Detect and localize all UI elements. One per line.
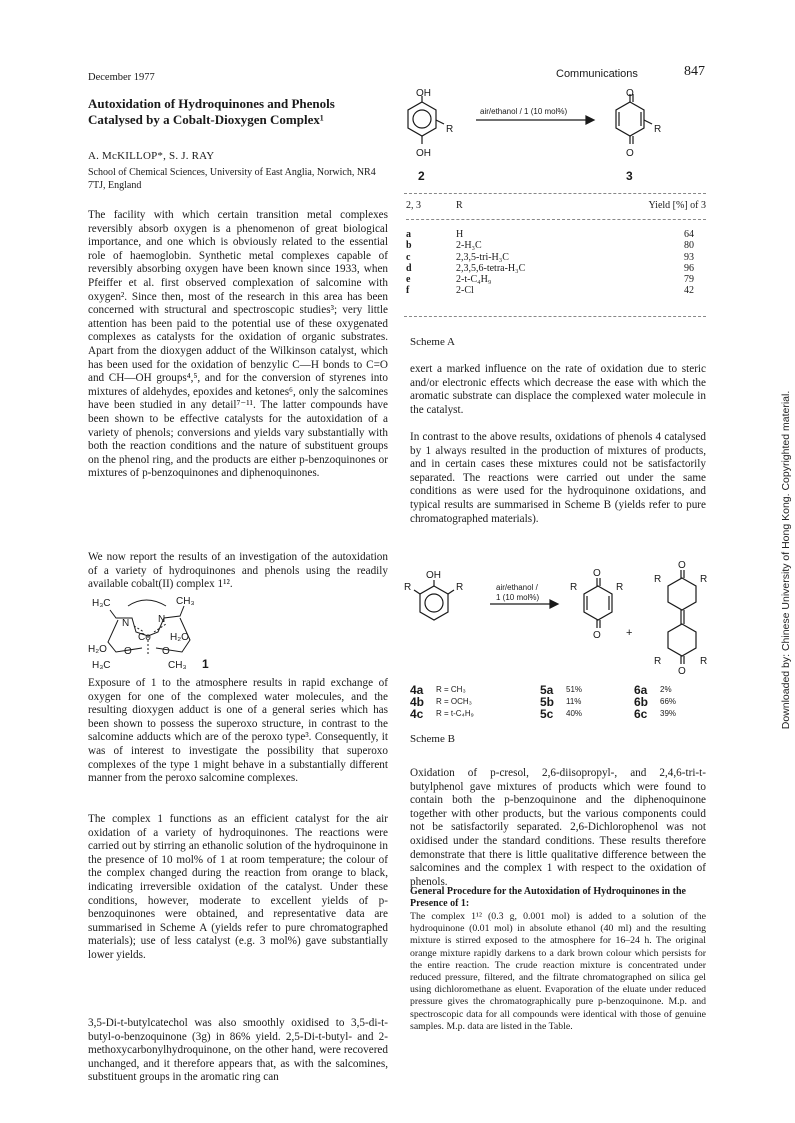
- complex-number: 1: [202, 657, 209, 671]
- complex-label-h3c-top: H₃C: [92, 598, 111, 609]
- scheme-b-5a-yield: 51%: [566, 685, 583, 694]
- complex-label-h2o-left: H₂O: [88, 644, 107, 655]
- scheme-a-header-yield: Yield [%] of 3: [648, 200, 706, 211]
- table-row: [406, 263, 706, 274]
- scheme-a-reactant-oh-top: OH: [416, 88, 431, 99]
- section-name: Communications: [556, 68, 638, 80]
- scheme-a-reactant-oh-bottom: OH: [416, 148, 431, 159]
- scheme-b-4c-r: R = t-C₄H₉: [436, 709, 474, 718]
- scheme-a-row-e-id: e: [406, 274, 411, 286]
- list-item: [410, 708, 710, 720]
- scheme-a-row-d-r: 2,3,5,6-tetra-H₃C: [456, 262, 526, 274]
- scheme-b-6b-yield: 66%: [660, 697, 677, 706]
- scheme-b-dipheno-ring-bottom: [668, 624, 696, 656]
- scheme-b-5b: 5b: [540, 695, 555, 709]
- scheme-a-reactant-number: 2: [418, 169, 425, 183]
- scheme-b-5c-yield: 40%: [566, 709, 583, 718]
- scheme-b-4c: 4c: [410, 707, 424, 721]
- scheme-b-dipheno-ring-top: [668, 578, 696, 610]
- scheme-a-table-rule-top: [404, 193, 706, 194]
- complex-label-ch3-top: CH₃: [176, 596, 195, 607]
- complex-label-o2: O: [162, 646, 170, 657]
- scheme-a-product-ring: [616, 102, 644, 136]
- scheme-a-reactant-ring: [408, 102, 436, 136]
- scheme-a-row-f-id: f: [406, 285, 410, 297]
- right-para-2: In contrast to the above results, oxidations of phenols 4 catalysed by 1 always resulted in the production of mixtures of products, and in certain cases these mixtures could not be satisfactorily separated. The reactions were carried out under the same conditions as were used for the hydroquinone oxidations, and typical results are summarised in Scheme B (yields refer to pure chromatographed materials).: [410, 431, 706, 525]
- complex-label-o1: O: [124, 646, 132, 657]
- scheme-a-reactant-r: R: [446, 124, 454, 135]
- scheme-b-phenol-r2-bond: [448, 590, 454, 594]
- article-title: Autoxidation of Hydroquinones and Phenols Catalysed by a Cobalt-Dioxygen Complex¹: [88, 96, 335, 127]
- download-notice: Downloaded by: Chinese University of Hong Kong. Copyrighted material.: [780, 390, 792, 730]
- scheme-b-arrow-label-1: air/ethanol /: [496, 583, 538, 592]
- scheme-a-row-e-yield: 79: [684, 274, 694, 286]
- table-row: [406, 274, 706, 285]
- scheme-a-table: [406, 200, 706, 296]
- scheme-a-row-e-r: 2-t-C₄H₉: [456, 274, 492, 286]
- scheme-b-dipheno-r1: R: [654, 574, 662, 585]
- scheme-a-reaction: [396, 88, 708, 184]
- complex-label-h2o-right: H₂O: [170, 632, 189, 643]
- scheme-b-quinone-r1: R: [570, 582, 578, 593]
- scheme-b-4b: 4b: [410, 695, 425, 709]
- scheme-b-dipheno-r2: R: [700, 574, 708, 585]
- scheme-a-product-r-bond: [644, 120, 652, 124]
- scheme-b-dipheno-r4: R: [700, 656, 708, 667]
- scheme-b-6b: 6b: [634, 695, 649, 709]
- scheme-a-row-d-id: d: [406, 262, 412, 274]
- scheme-a-row-d-yield: 96: [684, 262, 694, 274]
- scheme-b-entries: [410, 684, 710, 720]
- table-row: [406, 285, 706, 296]
- scheme-a-table-rule-bottom: [404, 316, 706, 317]
- scheme-a-table-header: [406, 200, 706, 211]
- scheme-a-product-o-bottom: O: [626, 148, 634, 159]
- right-para-1: exert a marked influence on the rate of oxidation due to steric and/or electronic effects which decrease the ease with which the aromatic substrate can displace the complexed water molecule in the catalyst.: [410, 363, 706, 416]
- right-para-3: Oxidation of p-cresol, 2,6-diisopropyl-, and 2,4,6-tri-t-butylphenol gave mixtures of products which were found to contain both the p-benzoquinone and the diphenoquinone together with other products, but the various components could not be satisfactorily separated. 2,6-Dichlorophenol was not oxidised under the standard conditions. These results therefore demonstrate that there is little qualitative difference between the salcomines and the complex 1 with respect to the oxidation of phenols.: [410, 767, 706, 888]
- article-authors: A. McKILLOP*, S. J. RAY: [88, 150, 215, 162]
- scheme-a-row-c-r: 2,3,5-tri-H₃C: [456, 251, 509, 263]
- scheme-b-phenol-r2: R: [456, 582, 464, 593]
- scheme-a-row-c-yield: 93: [684, 251, 694, 263]
- scheme-b-quinone-o-bottom: O: [593, 630, 601, 641]
- scheme-b-4a: 4a: [410, 683, 424, 697]
- procedure-title: General Procedure for the Autoxidation of Hydroquinones in the Presence of 1:: [410, 886, 686, 909]
- scheme-a-reactant-aromatic: [413, 110, 431, 128]
- complex-label-n2: N: [158, 614, 166, 625]
- scheme-a-product-r: R: [654, 124, 662, 135]
- scheme-b-5c: 5c: [540, 707, 554, 721]
- left-para-4: The complex 1 functions as an efficient catalyst for the air oxidation of a variety of hydroquinones. The reactions were carried out by stirring an ethanolic solution of the hydroquinone in the presence of 10 mol% of 1 at room temperature; the colour of the complex changed during the reaction from orange to black, indicating irreversible oxidation of the catalyst. Under these conditions, however, moderate to excellent yields of p-benzoquinones were obtained, and representative data are summarised in Scheme A (yields refer to pure chromatographed materials); use of less catalyst (e.g. 3 mol%) gave substantially lower yields.: [88, 813, 388, 961]
- scheme-a-row-f-r: 2-Cl: [456, 285, 474, 297]
- scheme-b-dipheno-r3: R: [654, 656, 662, 667]
- scheme-b-4b-r: R = OCH₃: [436, 697, 472, 706]
- scheme-b-6c: 6c: [634, 707, 648, 721]
- scheme-b-4a-r: R = CH₃: [436, 685, 466, 694]
- scheme-a-row-a-id: a: [406, 229, 411, 241]
- scheme-b-phenol-r1: R: [404, 582, 412, 593]
- scheme-a-header-compound: 2, 3: [406, 200, 421, 211]
- complex-label-co: Co: [138, 632, 151, 643]
- cobalt-complex-structure: [88, 592, 228, 672]
- scheme-a-table-rule-mid: [406, 219, 706, 220]
- list-item: [410, 684, 710, 696]
- scheme-b-dipheno-o-bottom: O: [678, 666, 686, 677]
- complex-label-ch3-bottom: CH₃: [168, 660, 187, 671]
- scheme-a-row-b-id: b: [406, 240, 412, 252]
- scheme-a-product-number: 3: [626, 169, 633, 183]
- complex-label-n1: N: [122, 618, 130, 629]
- scheme-b-plus: +: [626, 627, 633, 639]
- scheme-a-arrow-label: air/ethanol / 1 (10 mol%): [480, 107, 568, 116]
- scheme-b-6a: 6a: [634, 683, 648, 697]
- procedure-text: The complex 1¹² (0.3 g, 0.001 mol) is added to a solution of the hydroquinone (0.01 mol) in absolute ethanol (40 ml) and the resulting mixture is stirred exposed to the atmosphere for 16–24 h. The original orange mixture rapidly darkens to a dark brown colour which persists for the entire reaction. The crude reaction mixture is concentrated under reduced pressure, filtered, and the filtrate chromatographed on silica gel using dichloromethane as eluent. Evaporation of the eluate under reduced pressure gives the chromatographically pure p-benzoquinone. M.p. and spectroscopic data for all compounds were identical with those of genuine samples. M.p. data are listed in the Table.: [410, 911, 706, 1032]
- scheme-b-quinone-o-top: O: [593, 568, 601, 579]
- scheme-b-phenol-ring: [420, 586, 448, 620]
- scheme-b-phenol-aromatic: [425, 594, 443, 612]
- scheme-b-phenol-r1-bond: [414, 590, 420, 594]
- left-para-1: The facility with which certain transition metal complexes reversibly absorb oxygen is a phenomenon of great biological importance, and one which is obviously related to the essential role of haemoglobin. Synthetic metal complexes capable of reversibly absorbing oxygen have been known since 1933, when Pfeiffer et al. first observed complexation of salcomine with oxygen². Since then, most of the research in this area has been concerned with structural and spectroscopic studies³; very little attention has been paid to the potential use of these oxygenated complexes as catalysts for the oxidation of organic substrates. Apart from the dioxygen adduct of the Wilkinson catalyst, which has been used for the oxidation of benzylic C—H bonds to C=O and CH—OH groups⁴,⁵, and for the conversion of styrenes into mixtures of aldehydes, epoxides and ketones⁶, only the salcomines have been studied in any detail⁷⁻¹¹. The latter compounds have been shown to be effective catalysts for the autoxidation of a variety of phenols; conversions and yields vary substantially with both the reaction conditions and the nature of substituent groups on the phenol ring, and the products are either p-benzoquinones or mixtures of p-benzoquinones and diphenoquinones.: [88, 209, 388, 480]
- scheme-a-row-a-r: H: [456, 229, 464, 241]
- scheme-b-6c-yield: 39%: [660, 709, 677, 718]
- scheme-b-5a: 5a: [540, 683, 554, 697]
- scheme-b-quinone-ring: [584, 586, 612, 620]
- table-row: [406, 240, 706, 251]
- article-affiliation: School of Chemical Sciences, University of East Anglia, Norwich, NR4 7TJ, England: [88, 167, 376, 191]
- complex-bond-bridge: [128, 600, 166, 606]
- scheme-b-5b-yield: 11%: [566, 697, 582, 706]
- scheme-b-caption: Scheme B: [410, 733, 455, 745]
- scheme-a-arrowhead: [586, 116, 594, 124]
- scheme-b-arrow-label-2: 1 (10 mol%): [496, 593, 540, 602]
- scheme-a-caption: Scheme A: [410, 336, 455, 348]
- left-para-2: We now report the results of an investigation of the autoxidation of a variety of hydroquinones and phenols using the readily available cobalt(II) complex 1¹².: [88, 551, 388, 591]
- complex-label-h3c-bottom: H₃C: [92, 660, 111, 671]
- scheme-b-phenol-oh: OH: [426, 570, 441, 581]
- scheme-a-row-c-id: c: [406, 251, 411, 263]
- page-number: 847: [684, 64, 705, 79]
- scheme-b-arrowhead: [550, 600, 558, 608]
- scheme-a-reactant-r-bond: [436, 120, 444, 124]
- table-row: [406, 229, 706, 240]
- scheme-a-row-b-yield: 80: [684, 240, 694, 252]
- journal-date: December 1977: [88, 72, 155, 83]
- scheme-b-6a-yield: 2%: [660, 685, 672, 694]
- scheme-a-row-f-yield: 42: [684, 285, 694, 297]
- scheme-a-row-a-yield: 64: [684, 229, 694, 241]
- scheme-a-row-b-r: 2-H₃C: [456, 240, 482, 252]
- scheme-b-quinone-r2: R: [616, 582, 624, 593]
- left-para-5: 3,5-Di-t-butylcatechol was also smoothly oxidised to 3,5-di-t-butyl-o-benzoquinone (3g) in 86% yield. 2,5-Di-t-butyl- and 2-methoxycarbonylhydroquinone, on the other hand, were recovered unchanged, and it therefore appears that, as with the salcomines, substituent groups in the aromatic ring can: [88, 1017, 388, 1084]
- scheme-a-product-o-top: O: [626, 88, 634, 99]
- scheme-a-header-r: R: [456, 200, 463, 211]
- table-row: [406, 252, 706, 263]
- left-para-3: Exposure of 1 to the atmosphere results in rapid exchange of oxygen for one of the complexed water molecules, and the resulting dioxygen adduct is one of a general series which has been shown to possess the superoxo structure, in contrast to the salcomine adducts which are of the peroxo type³. Consequently, it was of interest to investigate the possibility that superoxo complexes of the type 1 might behave in a substantially different manner from the peroxo salcomine complexes.: [88, 677, 388, 785]
- scheme-b-dipheno-o-top: O: [678, 560, 686, 571]
- list-item: [410, 696, 710, 708]
